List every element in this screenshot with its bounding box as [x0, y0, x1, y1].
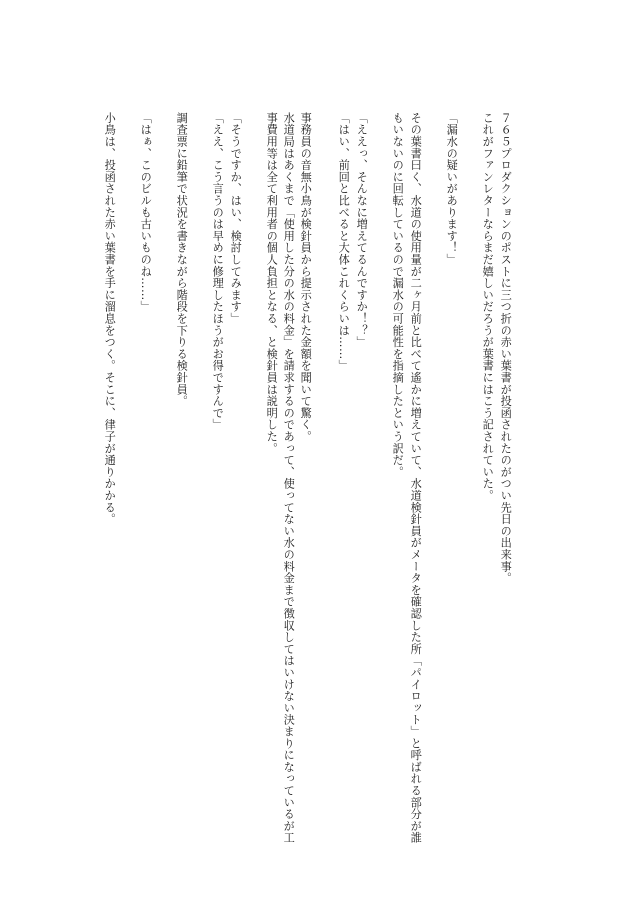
text-line: 「ええ、こう言うのは早めに修理したほうがお得ですんで」: [211, 112, 225, 431]
text-line: 水道局はあくまで「使用した分の水の料金」を請求するのであって、使ってない水の料金まで徴収してはいけない決まりになっているが工: [282, 112, 296, 844]
text-line: 「そうですか、はい、検討してみます」: [229, 112, 243, 325]
text-line: 事費用等は全て利用者の個人負担となる、と検針員は説明した。: [265, 112, 279, 455]
text-line: 「ええっ、そんなに増えてるんですか！？」: [355, 112, 369, 348]
text-line: 事務員の音無小鳥が検針員から提示された金額を聞いて驚く。: [299, 112, 313, 443]
text-line: 「はい、前回と比べると大体これくらいは……」: [337, 112, 351, 372]
text-line: その葉書曰く、水道の使用量が二ヶ月前と比べて遙かに増えていて、水道検針員がメータを確認した所「パイロット」と呼ばれる部分が誰: [409, 112, 423, 844]
text-line: 調査票に鉛筆で状況を書きながら階段を下りる検針員。: [175, 112, 189, 407]
text-line: 小鳥は、投函された赤い葉書を手に溜息をつく。そこに、律子が通りかかる。: [103, 112, 117, 525]
text-line: これがファンレターならまだ嬉しいだろうが葉書にはこう記されていた。: [481, 112, 495, 502]
text-line: 「漏水の疑いがあります！」: [445, 112, 459, 266]
text-line: 「はぁ、このビルも古いものね……」: [139, 112, 153, 313]
text-line: ７６５プロダクションのポストに三つ折の赤い葉書が投函されたのがつい先日の出来事。: [499, 112, 513, 584]
text-line: もいないのに回転しているので漏水の可能性を指摘したという訳だ。: [391, 112, 405, 478]
